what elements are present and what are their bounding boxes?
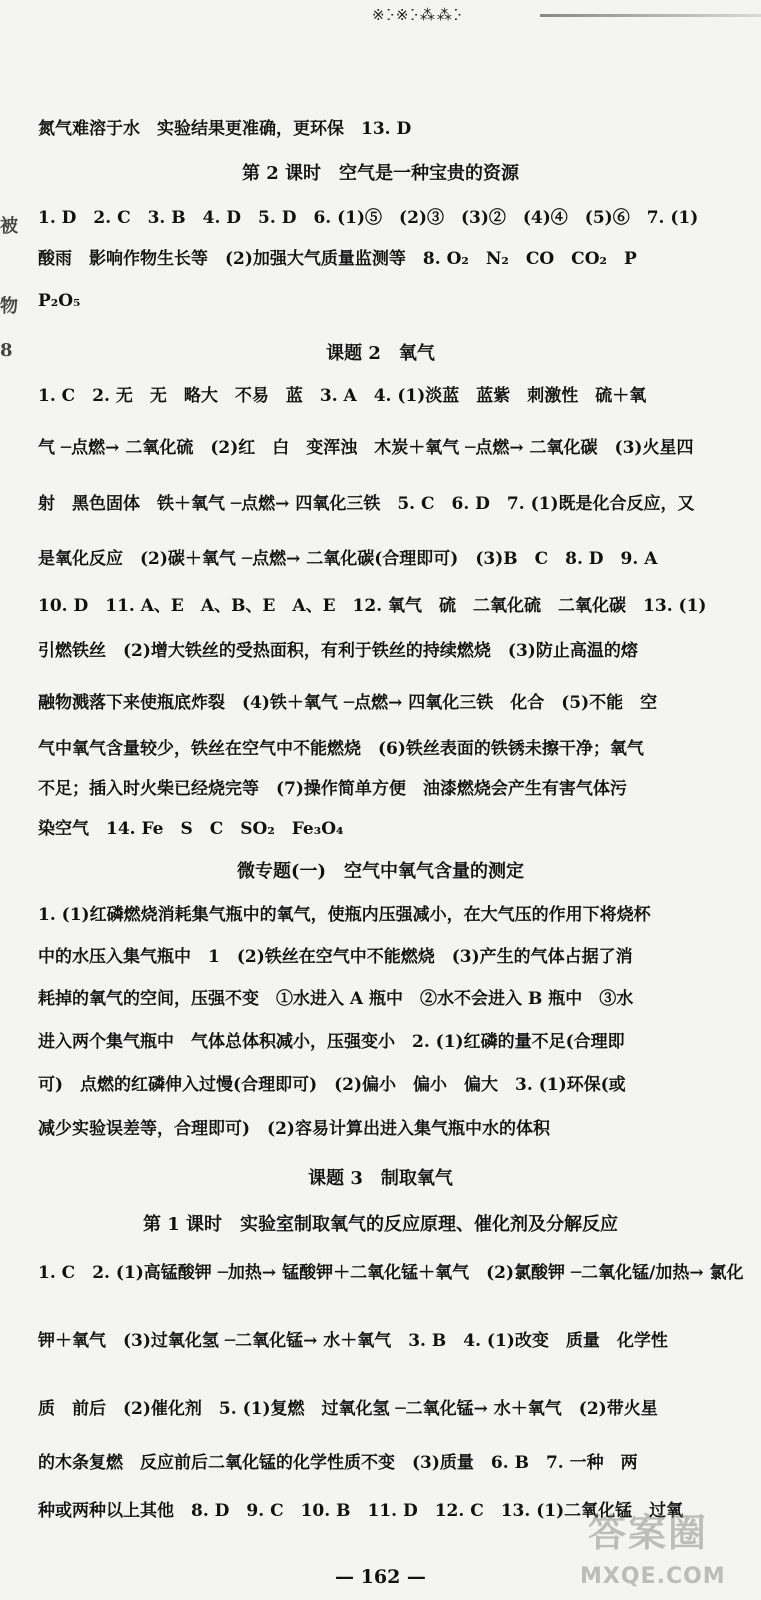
answer-line: 中的水压入集气瓶中 1 (2)铁丝在空气中不能燃烧 (3)产生的气体占据了消 [38,947,633,967]
margin-char: 物 [0,296,18,317]
answer-line: 1. D 2. C 3. B 4. D 5. D 6. (1)⑤ (2)③ (3)② (4)④ (5)⑥ 7. (1) [38,208,699,228]
watermark-brand: 答案圈 [588,1511,709,1555]
header-rule [540,14,761,17]
answer-line: P₂O₅ [38,291,81,311]
answer-line: 钾＋氧气 (3)过氧化氢 ─二氧化锰→ 水＋氧气 3. B 4. (1)改变 质量 化学性 [38,1331,668,1351]
answer-line: 1. (1)红磷燃烧消耗集气瓶中的氧气，使瓶内压强减小，在大气压的作用下将烧杯 [38,905,651,925]
header-ornament: ※ⴾ※ⴾ⁂⁂ⴾ [372,6,464,24]
answer-line: 10. D 11. A、E A、B、E A、E 12. 氧气 硫 二氧化硫 二氧化碳 13. (1) [38,596,707,616]
answer-line: 融物溅落下来使瓶底炸裂 (4)铁＋氧气 ─点燃→ 四氧化三铁 化合 (5)不能 空 [38,693,658,713]
answer-line: 染空气 14. Fe S C SO₂ Fe₃O₄ [38,819,344,839]
section-heading: 第 1 课时 实验室制取氧气的反应原理、催化剂及分解反应 [142,1214,619,1235]
answer-line: 酸雨 影响作物生长等 (2)加强大气质量监测等 8. O₂ N₂ CO CO₂ P [38,249,637,269]
answer-line: 氮气难溶于水 实验结果更准确，更环保 13. D [38,119,412,139]
section-heading: 微专题(一) 空气中氧气含量的测定 [236,861,525,882]
answer-line: 种或两种以上其他 8. D 9. C 10. B 11. D 12. C 13. (1)二氧化锰 过氧 [38,1501,684,1521]
answer-line: 可) 点燃的红磷伸入过慢(合理即可) (2)偏小 偏小 偏大 3. (1)环保(或 [38,1075,626,1095]
watermark [578,1502,758,1592]
page-number: — 162 — [335,1566,426,1588]
margin-char: 8 [0,340,13,361]
section-heading: 课题 3 制取氧气 [308,1168,453,1189]
answer-line: 进入两个集气瓶中 气体总体积减小，压强变小 2. (1)红磷的量不足(合理即 [38,1032,625,1052]
section-heading: 第 2 课时 空气是一种宝贵的资源 [241,163,520,184]
answer-line: 不足；插入时火柴已经烧完等 (7)操作简单方便 油漆燃烧会产生有害气体污 [38,779,627,799]
answer-line: 气 ─点燃→ 二氧化硫 (2)红 白 变浑浊 木炭＋氧气 ─点燃→ 二氧化碳 (3)火星四 [38,438,694,458]
watermark-domain: MXQE.COM [580,1564,726,1589]
answer-line: 射 黑色固体 铁＋氧气 ─点燃→ 四氧化三铁 5. C 6. D 7. (1)既是化合反应，又 [38,494,695,514]
answer-line: 质 前后 (2)催化剂 5. (1)复燃 过氧化氢 ─二氧化锰→ 水＋氧气 (2)带火星 [38,1399,658,1419]
answer-line: 耗掉的氧气的空间，压强不变 ①水进入 A 瓶中 ②水不会进入 B 瓶中 ③水 [38,989,634,1009]
answer-line: 的木条复燃 反应前后二氧化锰的化学性质不变 (3)质量 6. B 7. 一种 两 [38,1453,638,1473]
margin-char: 被 [0,216,18,237]
answer-line: 1. C 2. 无 无 略大 不易 蓝 3. A 4. (1)淡蓝 蓝紫 刺激性 硫＋氧 [38,386,647,406]
answer-line: 引燃铁丝 (2)增大铁丝的受热面积，有利于铁丝的持续燃烧 (3)防止高温的熔 [38,641,638,661]
answer-line: 1. C 2. (1)高锰酸钾 ─加热→ 锰酸钾＋二氧化锰＋氧气 (2)氯酸钾 ─二氧化锰/加热→ 氯化 [38,1263,744,1283]
answer-line: 气中氧气含量较少，铁丝在空气中不能燃烧 (6)铁丝表面的铁锈未擦干净；氧气 [38,739,644,759]
section-heading: 课题 2 氧气 [326,343,435,364]
answer-line: 是氧化反应 (2)碳＋氧气 ─点燃→ 二氧化碳(合理即可) (3)B C 8. D 9. A [38,549,658,569]
answer-line: 减少实验误差等，合理即可) (2)容易计算出进入集气瓶中水的体积 [38,1119,550,1139]
